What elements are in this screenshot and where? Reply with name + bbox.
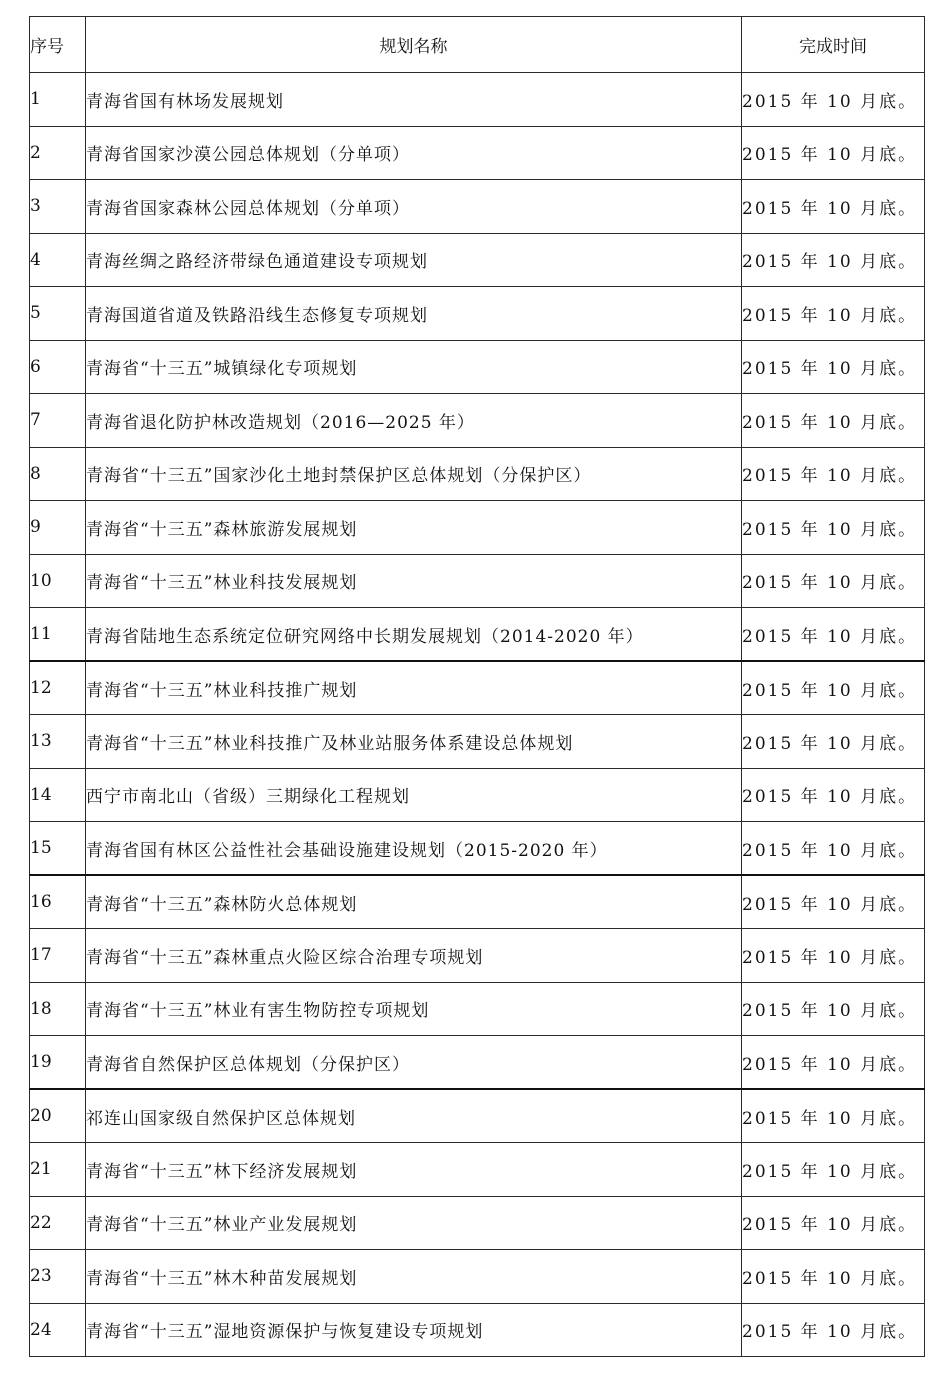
table-row	[30, 554, 925, 608]
row-completion-time: 2015 年 10 月底。	[742, 822, 925, 876]
table-row	[30, 608, 925, 662]
row-completion-time: 2015 年 10 月底。	[742, 768, 925, 822]
row-number: 13	[30, 715, 86, 769]
row-number: 16	[30, 875, 86, 929]
row-completion-time: 2015 年 10 月底。	[742, 554, 925, 608]
table-row	[30, 822, 925, 876]
row-completion-time: 2015 年 10 月底。	[742, 1089, 925, 1143]
table-row	[30, 394, 925, 448]
table-row	[30, 501, 925, 555]
row-number: 5	[30, 287, 86, 341]
table-row	[30, 1196, 925, 1250]
header-completion-time: 完成时间	[742, 17, 925, 73]
row-completion-time: 2015 年 10 月底。	[742, 608, 925, 662]
row-completion-time: 2015 年 10 月底。	[742, 126, 925, 180]
row-plan-name: 青海省“十三五”林业科技推广及林业站服务体系建设总体规划	[86, 715, 742, 769]
row-completion-time: 2015 年 10 月底。	[742, 1143, 925, 1197]
row-number: 17	[30, 929, 86, 983]
table-body	[30, 73, 925, 1357]
row-completion-time: 2015 年 10 月底。	[742, 929, 925, 983]
table-row	[30, 661, 925, 715]
row-plan-name: 青海省“十三五”林下经济发展规划	[86, 1143, 742, 1197]
row-number: 22	[30, 1196, 86, 1250]
row-completion-time: 2015 年 10 月底。	[742, 875, 925, 929]
table-row	[30, 340, 925, 394]
table-row	[30, 1303, 925, 1357]
row-number: 15	[30, 822, 86, 876]
row-completion-time: 2015 年 10 月底。	[742, 661, 925, 715]
table-row	[30, 287, 925, 341]
row-number: 3	[30, 180, 86, 234]
table-row	[30, 929, 925, 983]
row-plan-name: 青海省陆地生态系统定位研究网络中长期发展规划（2014-2020 年）	[86, 608, 742, 662]
row-number: 24	[30, 1303, 86, 1357]
table-row	[30, 768, 925, 822]
row-plan-name: 青海省“十三五”国家沙化土地封禁保护区总体规划（分保护区）	[86, 447, 742, 501]
row-number: 21	[30, 1143, 86, 1197]
table-row	[30, 1143, 925, 1197]
row-plan-name: 青海省“十三五”林业科技发展规划	[86, 554, 742, 608]
row-plan-name: 青海省“十三五”森林防火总体规划	[86, 875, 742, 929]
row-plan-name: 西宁市南北山（省级）三期绿化工程规划	[86, 768, 742, 822]
row-number: 19	[30, 1036, 86, 1090]
row-plan-name: 祁连山国家级自然保护区总体规划	[86, 1089, 742, 1143]
plan-table	[29, 16, 925, 1357]
row-completion-time: 2015 年 10 月底。	[742, 715, 925, 769]
row-plan-name: 青海省国家森林公园总体规划（分单项）	[86, 180, 742, 234]
row-number: 20	[30, 1089, 86, 1143]
table-row	[30, 180, 925, 234]
row-number: 18	[30, 982, 86, 1036]
row-plan-name: 青海省“十三五”湿地资源保护与恢复建设专项规划	[86, 1303, 742, 1357]
row-number: 1	[30, 73, 86, 127]
row-plan-name: 青海国道省道及铁路沿线生态修复专项规划	[86, 287, 742, 341]
row-completion-time: 2015 年 10 月底。	[742, 1303, 925, 1357]
row-completion-time: 2015 年 10 月底。	[742, 1196, 925, 1250]
row-completion-time: 2015 年 10 月底。	[742, 73, 925, 127]
table-row	[30, 982, 925, 1036]
header-serial-number: 序号	[30, 17, 86, 73]
row-completion-time: 2015 年 10 月底。	[742, 447, 925, 501]
row-plan-name: 青海省“十三五”林业科技推广规划	[86, 661, 742, 715]
row-plan-name: 青海省国有林场发展规划	[86, 73, 742, 127]
row-plan-name: 青海省“十三五”森林重点火险区综合治理专项规划	[86, 929, 742, 983]
row-completion-time: 2015 年 10 月底。	[742, 982, 925, 1036]
row-plan-name: 青海省自然保护区总体规划（分保护区）	[86, 1036, 742, 1090]
row-completion-time: 2015 年 10 月底。	[742, 394, 925, 448]
row-completion-time: 2015 年 10 月底。	[742, 1250, 925, 1304]
row-plan-name: 青海省“十三五”林业有害生物防控专项规划	[86, 982, 742, 1036]
table-row	[30, 447, 925, 501]
table-row	[30, 715, 925, 769]
header-plan-name: 规划名称	[86, 17, 742, 73]
row-completion-time: 2015 年 10 月底。	[742, 180, 925, 234]
row-number: 9	[30, 501, 86, 555]
row-completion-time: 2015 年 10 月底。	[742, 340, 925, 394]
row-completion-time: 2015 年 10 月底。	[742, 1036, 925, 1090]
row-plan-name: 青海省“十三五”森林旅游发展规划	[86, 501, 742, 555]
row-number: 10	[30, 554, 86, 608]
row-plan-name: 青海省“十三五”城镇绿化专项规划	[86, 340, 742, 394]
table-row	[30, 73, 925, 127]
table-row	[30, 1089, 925, 1143]
row-number: 4	[30, 233, 86, 287]
table-row	[30, 233, 925, 287]
row-plan-name: 青海省“十三五”林木种苗发展规划	[86, 1250, 742, 1304]
row-number: 14	[30, 768, 86, 822]
table-row	[30, 1250, 925, 1304]
header-row	[30, 17, 925, 73]
row-plan-name: 青海省退化防护林改造规划（2016—2025 年）	[86, 394, 742, 448]
table-row	[30, 875, 925, 929]
row-plan-name: 青海省“十三五”林业产业发展规划	[86, 1196, 742, 1250]
row-number: 12	[30, 661, 86, 715]
table-row	[30, 126, 925, 180]
table-row	[30, 1036, 925, 1090]
row-number: 2	[30, 126, 86, 180]
row-plan-name: 青海省国有林区公益性社会基础设施建设规划（2015-2020 年）	[86, 822, 742, 876]
row-number: 23	[30, 1250, 86, 1304]
row-number: 8	[30, 447, 86, 501]
table-header	[30, 17, 925, 73]
row-plan-name: 青海省国家沙漠公园总体规划（分单项）	[86, 126, 742, 180]
row-number: 11	[30, 608, 86, 662]
row-plan-name: 青海丝绸之路经济带绿色通道建设专项规划	[86, 233, 742, 287]
row-number: 6	[30, 340, 86, 394]
row-completion-time: 2015 年 10 月底。	[742, 501, 925, 555]
row-number: 7	[30, 394, 86, 448]
row-completion-time: 2015 年 10 月底。	[742, 287, 925, 341]
row-completion-time: 2015 年 10 月底。	[742, 233, 925, 287]
